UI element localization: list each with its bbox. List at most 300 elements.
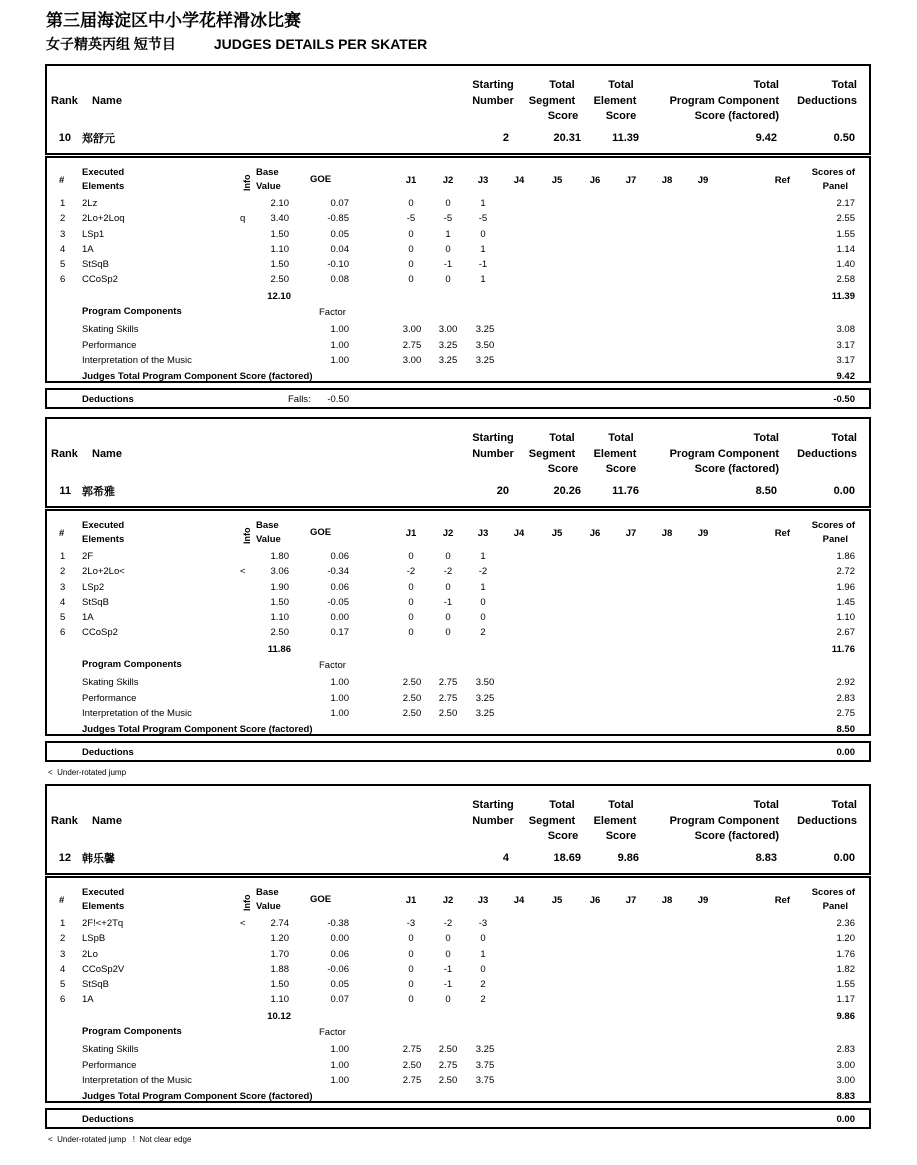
deductions-label: Deductions bbox=[82, 394, 134, 405]
rank-value: 11 bbox=[59, 485, 71, 497]
judge-mark: 1 bbox=[480, 949, 486, 960]
report-title: JUDGES DETAILS PER SKATER bbox=[213, 36, 428, 52]
judge-mark: -1 bbox=[443, 979, 453, 990]
component-name: Skating Skills bbox=[82, 1044, 139, 1055]
rank-value: 10 bbox=[58, 132, 71, 144]
judge-mark: 0 bbox=[408, 933, 414, 944]
judge-header-j2: J2 bbox=[442, 895, 454, 906]
element-name: LSpB bbox=[82, 933, 106, 944]
total-header: Total bbox=[831, 799, 857, 811]
judge-component-mark: 3.25 bbox=[438, 355, 458, 366]
element-panel-score: 1.82 bbox=[836, 964, 855, 975]
element-base-value: 3.06 bbox=[270, 566, 289, 577]
element-name: 1A bbox=[82, 612, 94, 623]
element-goe: 0.05 bbox=[330, 979, 349, 990]
element-panel-score: 2.36 bbox=[836, 918, 855, 929]
judge-mark: 0 bbox=[408, 964, 414, 975]
judge-mark: 2 bbox=[480, 979, 486, 990]
judge-mark: 0 bbox=[408, 274, 414, 285]
judge-mark: 1 bbox=[480, 244, 486, 255]
rank-header: Rank bbox=[51, 95, 78, 107]
judge-mark: 1 bbox=[480, 274, 486, 285]
judge-mark: 0 bbox=[445, 933, 451, 944]
base-header: Base bbox=[256, 520, 279, 531]
judge-header-j8: J8 bbox=[661, 528, 673, 539]
program-components-header: Program Components bbox=[82, 1026, 182, 1037]
judge-mark: 0 bbox=[408, 551, 414, 562]
component-panel-score: 3.00 bbox=[836, 1060, 855, 1071]
judge-mark: -1 bbox=[443, 597, 453, 608]
judge-component-mark: 3.00 bbox=[438, 324, 458, 335]
name-header: Name bbox=[92, 815, 122, 827]
component-name: Performance bbox=[82, 1060, 137, 1071]
judge-header-j3: J3 bbox=[477, 175, 489, 186]
element-info: < bbox=[240, 566, 246, 577]
deductions-total: 0.00 bbox=[836, 1114, 855, 1125]
judge-component-mark: 2.50 bbox=[402, 693, 422, 704]
judge-mark: -5 bbox=[478, 213, 488, 224]
element-panel-score: 2.17 bbox=[836, 198, 855, 209]
judge-component-mark: 2.75 bbox=[402, 1075, 422, 1086]
rank-header: Rank bbox=[51, 815, 78, 827]
judge-mark: -2 bbox=[443, 566, 453, 577]
element-number: 1 bbox=[60, 551, 66, 562]
executed-header: Executed bbox=[82, 167, 125, 178]
element-panel-score: 2.58 bbox=[836, 274, 855, 285]
info-header: Info bbox=[242, 894, 252, 911]
judge-mark: 0 bbox=[408, 597, 414, 608]
judge-mark: -2 bbox=[478, 566, 488, 577]
element-name: LSp2 bbox=[82, 582, 105, 593]
skater-details-1 bbox=[45, 156, 871, 383]
factor-header: Factor bbox=[319, 1027, 346, 1038]
program-component-score: 9.42 bbox=[755, 132, 777, 144]
judge-mark: 0 bbox=[480, 964, 486, 975]
starting-number: 4 bbox=[502, 852, 509, 864]
judge-mark: 0 bbox=[445, 198, 451, 209]
total-segment-score: 18.69 bbox=[553, 852, 581, 864]
scores-of-header: Scores of bbox=[811, 520, 855, 531]
element-panel-score: 2.67 bbox=[836, 627, 855, 638]
element-goe: -0.10 bbox=[327, 259, 349, 270]
element-base-value: 1.20 bbox=[270, 933, 289, 944]
element-base-value: 2.74 bbox=[270, 918, 289, 929]
total-element-score: 11.76 bbox=[612, 485, 639, 497]
judge-header-j7: J7 bbox=[625, 175, 637, 186]
component-factor: 1.00 bbox=[330, 1075, 349, 1086]
value-header: Value bbox=[256, 181, 281, 192]
judge-component-mark: 2.50 bbox=[402, 708, 422, 719]
judge-component-mark: 3.00 bbox=[402, 324, 422, 335]
element-goe: 0.06 bbox=[330, 949, 349, 960]
element-name: CCoSp2V bbox=[82, 964, 125, 975]
component-factor: 1.00 bbox=[330, 677, 349, 688]
segment-header: Segment bbox=[528, 95, 576, 107]
name-header: Name bbox=[92, 95, 122, 107]
factor-header: Factor bbox=[319, 307, 346, 318]
judge-component-mark: 2.50 bbox=[438, 1075, 458, 1086]
element-name: 2Lz bbox=[82, 198, 98, 209]
element-number: 2 bbox=[60, 933, 66, 944]
legend-note: < Under-rotated jump bbox=[48, 768, 127, 777]
element-panel-score: 1.96 bbox=[836, 582, 855, 593]
scores-of-header: Scores of bbox=[811, 167, 855, 178]
element-panel-score: 1.55 bbox=[836, 979, 855, 990]
judge-mark: 0 bbox=[408, 259, 414, 270]
judge-mark: 0 bbox=[408, 994, 414, 1005]
judge-mark: 0 bbox=[408, 612, 414, 623]
name-header: Name bbox=[92, 448, 122, 460]
judge-mark: -3 bbox=[478, 918, 488, 929]
elements-header: Elements bbox=[82, 534, 125, 545]
judge-header-j4: J4 bbox=[513, 895, 525, 906]
hash-header: # bbox=[59, 895, 65, 906]
element-base-value: 2.50 bbox=[270, 627, 289, 638]
skater-summary-3 bbox=[45, 784, 871, 875]
goe-header: GOE bbox=[310, 527, 332, 538]
element-number: 5 bbox=[60, 979, 66, 990]
element-base-value: 3.40 bbox=[270, 213, 289, 224]
component-panel-score: 3.17 bbox=[836, 340, 855, 351]
judge-component-mark: 3.25 bbox=[475, 708, 495, 719]
element-goe: 0.00 bbox=[330, 933, 349, 944]
judges-total-pcs: 9.42 bbox=[836, 371, 855, 382]
component-name: Performance bbox=[82, 340, 137, 351]
scores-of-header: Scores of bbox=[811, 887, 855, 898]
element-base-value: 2.50 bbox=[270, 274, 289, 285]
element-goe: 0.00 bbox=[330, 612, 349, 623]
judge-component-mark: 2.75 bbox=[402, 340, 422, 351]
judge-component-mark: 2.50 bbox=[438, 1044, 458, 1055]
judge-header-j6: J6 bbox=[589, 175, 601, 186]
total-header: Total bbox=[549, 79, 575, 91]
element-name: 2Lo bbox=[82, 949, 98, 960]
element-panel-score: 2.55 bbox=[836, 213, 855, 224]
value-header: Value bbox=[256, 901, 281, 912]
element-goe: -0.34 bbox=[327, 566, 349, 577]
element-panel-score: 1.40 bbox=[836, 259, 855, 270]
total-deductions: 0.00 bbox=[833, 485, 855, 497]
falls-value: -0.50 bbox=[327, 394, 349, 405]
judge-component-mark: 3.25 bbox=[475, 1044, 495, 1055]
judge-header-j3: J3 bbox=[477, 528, 489, 539]
total-header: Total bbox=[608, 432, 634, 444]
number-header: Number bbox=[472, 448, 514, 460]
element-number: 5 bbox=[60, 259, 66, 270]
judges-total-pcs-label: Judges Total Program Component Score (factored) bbox=[82, 724, 313, 735]
element-panel-score: 1.10 bbox=[836, 612, 855, 623]
judge-header-j1: J1 bbox=[405, 895, 417, 906]
element-score-total: 9.86 bbox=[836, 1011, 855, 1022]
skater-summary-2 bbox=[45, 417, 871, 508]
judge-component-mark: 3.00 bbox=[402, 355, 422, 366]
component-panel-score: 3.17 bbox=[836, 355, 855, 366]
judge-mark: 0 bbox=[445, 612, 451, 623]
judge-mark: 0 bbox=[445, 582, 451, 593]
starting-header: Starting bbox=[472, 432, 514, 444]
component-name: Interpretation of the Music bbox=[82, 355, 192, 366]
element-panel-score: 2.72 bbox=[836, 566, 855, 577]
judge-mark: 2 bbox=[480, 627, 486, 638]
element-base-value: 1.88 bbox=[270, 964, 289, 975]
judge-mark: 0 bbox=[408, 582, 414, 593]
base-header: Base bbox=[256, 887, 279, 898]
element-number: 2 bbox=[60, 566, 66, 577]
judge-mark: -2 bbox=[443, 918, 453, 929]
element-base-value: 1.10 bbox=[270, 612, 289, 623]
judge-mark: 0 bbox=[445, 627, 451, 638]
program-component-header: Program Component bbox=[669, 815, 779, 827]
score-factored-header: Score (factored) bbox=[694, 830, 779, 842]
total-element-score: 9.86 bbox=[617, 852, 639, 864]
element-base-value: 1.50 bbox=[270, 229, 289, 240]
judge-mark: 0 bbox=[445, 994, 451, 1005]
judge-mark: 0 bbox=[445, 551, 451, 562]
judge-header-j5: J5 bbox=[551, 528, 563, 539]
element-info: q bbox=[240, 213, 246, 224]
element-goe: 0.04 bbox=[330, 244, 349, 255]
hash-header: # bbox=[59, 528, 65, 539]
judge-component-mark: 3.25 bbox=[475, 355, 495, 366]
judge-mark: 1 bbox=[480, 551, 486, 562]
deductions-box-1 bbox=[45, 388, 871, 409]
judge-mark: -1 bbox=[443, 964, 453, 975]
total-header: Total bbox=[753, 799, 779, 811]
judge-mark: -1 bbox=[443, 259, 453, 270]
component-name: Skating Skills bbox=[82, 677, 139, 688]
falls-label: Falls: bbox=[288, 394, 311, 405]
element-number: 3 bbox=[60, 229, 66, 240]
judge-component-mark: 2.75 bbox=[438, 1060, 458, 1071]
element-number: 5 bbox=[60, 612, 66, 623]
judge-mark: 0 bbox=[480, 933, 486, 944]
element-goe: 0.08 bbox=[330, 274, 349, 285]
element-base-value: 1.10 bbox=[270, 244, 289, 255]
element-header: Element bbox=[593, 815, 637, 827]
ref-header: Ref bbox=[774, 528, 790, 539]
judge-mark: -5 bbox=[406, 213, 416, 224]
element-goe: -0.38 bbox=[327, 918, 349, 929]
judge-component-mark: 2.75 bbox=[438, 677, 458, 688]
score-header: Score bbox=[605, 110, 637, 122]
judges-total-pcs: 8.83 bbox=[836, 1091, 855, 1102]
total-header: Total bbox=[608, 799, 634, 811]
deductions-label: Deductions bbox=[82, 747, 134, 758]
element-panel-score: 1.45 bbox=[836, 597, 855, 608]
element-name: 2F bbox=[82, 551, 94, 562]
component-factor: 1.00 bbox=[330, 708, 349, 719]
element-goe: 0.06 bbox=[330, 582, 349, 593]
competition-title: 第三届海淀区中小学花样滑冰比赛 bbox=[46, 11, 301, 30]
legend-note: < Under-rotated jump ! Not clear edge bbox=[48, 1135, 192, 1144]
element-number: 1 bbox=[60, 918, 66, 929]
executed-header: Executed bbox=[82, 520, 125, 531]
component-panel-score: 2.83 bbox=[836, 1044, 855, 1055]
base-header: Base bbox=[256, 167, 279, 178]
component-name: Interpretation of the Music bbox=[82, 708, 192, 719]
judge-header-j4: J4 bbox=[513, 175, 525, 186]
judge-header-j7: J7 bbox=[625, 528, 637, 539]
deductions-label: Deductions bbox=[82, 1114, 134, 1125]
component-name: Skating Skills bbox=[82, 324, 139, 335]
element-base-value: 1.10 bbox=[270, 994, 289, 1005]
base-value-total: 11.86 bbox=[267, 644, 291, 655]
element-name: CCoSp2 bbox=[82, 627, 118, 638]
element-panel-score: 1.20 bbox=[836, 933, 855, 944]
component-name: Performance bbox=[82, 693, 137, 704]
element-base-value: 1.50 bbox=[270, 259, 289, 270]
goe-header: GOE bbox=[310, 894, 332, 905]
program-component-score: 8.83 bbox=[755, 852, 777, 864]
judge-component-mark: 3.50 bbox=[475, 677, 495, 688]
executed-header: Executed bbox=[82, 887, 125, 898]
total-segment-score: 20.31 bbox=[553, 132, 581, 144]
component-panel-score: 2.92 bbox=[836, 677, 855, 688]
judge-component-mark: 3.25 bbox=[475, 693, 495, 704]
info-header: Info bbox=[242, 527, 252, 544]
judge-mark: 0 bbox=[408, 627, 414, 638]
element-panel-score: 1.17 bbox=[836, 994, 855, 1005]
component-panel-score: 3.08 bbox=[836, 324, 855, 335]
total-header: Total bbox=[549, 799, 575, 811]
program-component-score: 8.50 bbox=[755, 485, 777, 497]
judge-mark: -1 bbox=[478, 259, 488, 270]
deductions-header: Deductions bbox=[797, 815, 857, 827]
judges-total-pcs-label: Judges Total Program Component Score (factored) bbox=[82, 371, 313, 382]
element-name: 1A bbox=[82, 994, 94, 1005]
ref-header: Ref bbox=[774, 175, 790, 186]
segment-header: Segment bbox=[528, 815, 576, 827]
element-number: 4 bbox=[60, 597, 66, 608]
judge-mark: 0 bbox=[480, 597, 486, 608]
starting-number: 20 bbox=[496, 485, 509, 497]
element-info: < bbox=[240, 918, 246, 929]
judges-total-pcs: 8.50 bbox=[836, 724, 855, 735]
score-factored-header: Score (factored) bbox=[694, 463, 779, 475]
panel-header: Panel bbox=[822, 534, 848, 545]
judge-mark: 0 bbox=[480, 612, 486, 623]
element-panel-score: 1.14 bbox=[836, 244, 855, 255]
elements-header: Elements bbox=[82, 181, 125, 192]
element-name: 2F!<+2Tq bbox=[82, 918, 124, 929]
rank-value: 12 bbox=[58, 852, 71, 864]
total-header: Total bbox=[608, 79, 634, 91]
judge-component-mark: 2.75 bbox=[438, 693, 458, 704]
skater-name: 郑舒元 bbox=[82, 133, 115, 145]
element-base-value: 1.80 bbox=[270, 551, 289, 562]
element-number: 2 bbox=[60, 213, 66, 224]
segment-header: Segment bbox=[528, 448, 576, 460]
element-number: 4 bbox=[60, 964, 66, 975]
judge-mark: 2 bbox=[480, 994, 486, 1005]
element-panel-score: 1.55 bbox=[836, 229, 855, 240]
element-goe: 0.07 bbox=[330, 198, 349, 209]
panel-header: Panel bbox=[822, 901, 848, 912]
factor-header: Factor bbox=[319, 660, 346, 671]
judge-mark: 0 bbox=[445, 244, 451, 255]
event-subtitle bbox=[46, 34, 427, 54]
component-name: Interpretation of the Music bbox=[82, 1075, 192, 1086]
total-segment-score: 20.26 bbox=[553, 485, 581, 497]
element-base-value: 1.50 bbox=[270, 979, 289, 990]
judge-component-mark: 3.75 bbox=[475, 1060, 495, 1071]
program-components-header: Program Components bbox=[82, 659, 182, 670]
element-number: 3 bbox=[60, 949, 66, 960]
component-factor: 1.00 bbox=[330, 1060, 349, 1071]
judge-component-mark: 2.50 bbox=[402, 1060, 422, 1071]
judge-component-mark: 3.25 bbox=[438, 340, 458, 351]
judge-mark: 0 bbox=[445, 949, 451, 960]
judge-header-j3: J3 bbox=[477, 895, 489, 906]
judge-header-j2: J2 bbox=[442, 175, 454, 186]
score-header: Score bbox=[547, 830, 579, 842]
judge-header-j9: J9 bbox=[697, 895, 709, 906]
judge-mark: 0 bbox=[408, 244, 414, 255]
element-goe: 0.05 bbox=[330, 229, 349, 240]
element-name: 1A bbox=[82, 244, 94, 255]
element-goe: -0.05 bbox=[327, 597, 349, 608]
hash-header: # bbox=[59, 175, 65, 186]
element-goe: 0.06 bbox=[330, 551, 349, 562]
component-factor: 1.00 bbox=[330, 355, 349, 366]
judge-header-j2: J2 bbox=[442, 528, 454, 539]
element-number: 6 bbox=[60, 274, 66, 285]
judge-mark: 1 bbox=[480, 198, 486, 209]
total-header: Total bbox=[549, 432, 575, 444]
element-name: CCoSp2 bbox=[82, 274, 118, 285]
score-header: Score bbox=[605, 830, 637, 842]
component-factor: 1.00 bbox=[330, 340, 349, 351]
deductions-header: Deductions bbox=[797, 448, 857, 460]
score-header: Score bbox=[547, 463, 579, 475]
score-factored-header: Score (factored) bbox=[694, 110, 779, 122]
base-value-total: 10.12 bbox=[267, 1011, 291, 1022]
judge-mark: 0 bbox=[445, 274, 451, 285]
deductions-box-3 bbox=[45, 1108, 871, 1129]
starting-header: Starting bbox=[472, 79, 514, 91]
total-header: Total bbox=[831, 432, 857, 444]
element-goe: 0.07 bbox=[330, 994, 349, 1005]
program-component-header: Program Component bbox=[669, 95, 779, 107]
judge-header-j5: J5 bbox=[551, 895, 563, 906]
panel-header: Panel bbox=[822, 181, 848, 192]
element-name: StSqB bbox=[82, 979, 109, 990]
component-panel-score: 2.83 bbox=[836, 693, 855, 704]
judge-mark: 0 bbox=[480, 229, 486, 240]
judges-total-pcs-label: Judges Total Program Component Score (factored) bbox=[82, 1091, 313, 1102]
element-header: Element bbox=[593, 95, 637, 107]
judge-mark: 0 bbox=[408, 198, 414, 209]
element-name: 2Lo+2Loq bbox=[82, 213, 125, 224]
program-component-header: Program Component bbox=[669, 448, 779, 460]
element-base-value: 2.10 bbox=[270, 198, 289, 209]
deductions-box-2 bbox=[45, 741, 871, 762]
judge-component-mark: 3.25 bbox=[475, 324, 495, 335]
element-name: StSqB bbox=[82, 259, 109, 270]
element-base-value: 1.90 bbox=[270, 582, 289, 593]
judge-header-j4: J4 bbox=[513, 528, 525, 539]
judge-header-j8: J8 bbox=[661, 895, 673, 906]
component-factor: 1.00 bbox=[330, 324, 349, 335]
total-deductions: 0.50 bbox=[833, 132, 855, 144]
judge-component-mark: 2.75 bbox=[402, 1044, 422, 1055]
elements-header: Elements bbox=[82, 901, 125, 912]
goe-header: GOE bbox=[310, 174, 332, 185]
number-header: Number bbox=[472, 95, 514, 107]
total-header: Total bbox=[831, 79, 857, 91]
judge-header-j9: J9 bbox=[697, 175, 709, 186]
judge-mark: -5 bbox=[443, 213, 453, 224]
